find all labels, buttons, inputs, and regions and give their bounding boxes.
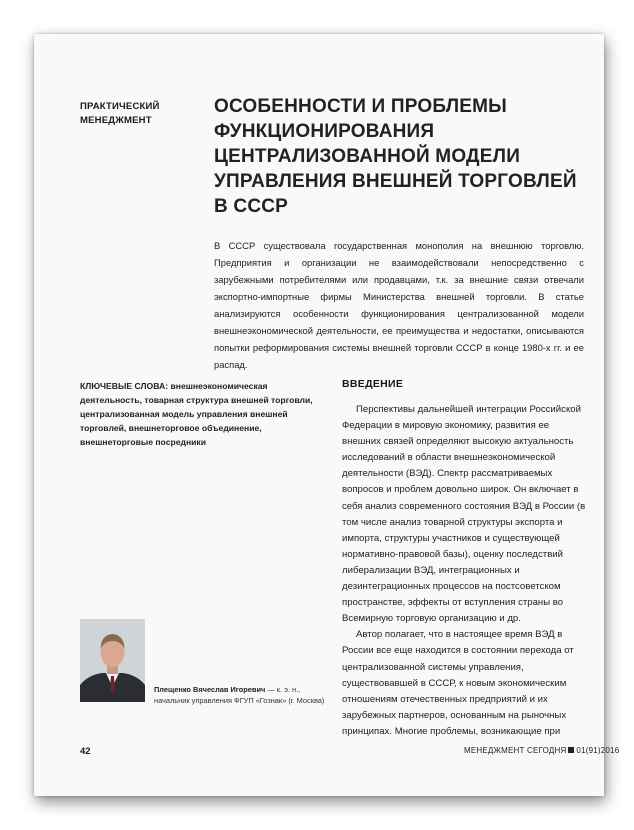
keywords-text: внешнеэкономическая деятельность, товарная структура внешней торговли, централизованная модель управления внешней торговлей, внешнеторговое объединение, внешнеторговые посредники <box>80 381 313 447</box>
intro-body <box>342 402 586 740</box>
author-portrait-image <box>80 619 145 702</box>
journal-issue: 01(91)2016 <box>576 746 620 755</box>
intro-paragraph-1: Перспективы дальнейшей интеграции Российской Федерации в мировую экономику, развития ее внешних связей определяют высокую актуальность исследований в области внешнеэкономической деятельности (ВЭД). Спектр рассматриваемых вопросов и проблем довольно широк. Он включает в себя анализ современного состояния ВЭД в России (в том числе анализ товарной структуры экспорта и импорта, структуры участников и существующей нормативно-правовой базы), оценку последствий либерализации ВЭД, интеграционных и дезинтеграционных процессов на постсоветском пространстве, эффекты от вступления страны во Всемирную торговую организацию и др. <box>342 404 586 625</box>
journal-name: МЕНЕДЖМЕНТ СЕГОДНЯ <box>464 746 567 755</box>
title-line1: ОСОБЕННОСТИ И ПРОБЛЕМЫ <box>214 96 507 117</box>
author-name: Плещенко Вячеслав Игоревич <box>154 685 266 694</box>
article-title <box>214 94 584 219</box>
title-line3: ЦЕНТРАЛИЗОВАННОЙ МОДЕЛИ <box>214 146 521 167</box>
title-line2: ФУНКЦИОНИРОВАНИЯ <box>214 121 435 142</box>
square-separator-icon <box>568 747 574 753</box>
author-details: — к. э. н., начальник управления ФГУП «Гознак» (г. Москва) <box>154 685 325 705</box>
intro-heading: ВВЕДЕНИЕ <box>342 378 404 390</box>
title-line4: УПРАВЛЕНИЯ ВНЕШНЕЙ ТОРГОВЛЕЙ В СССР <box>214 171 577 217</box>
author-info <box>154 684 329 706</box>
page-number: 42 <box>80 746 91 757</box>
section-label-line1: ПРАКТИЧЕСКИЙ <box>80 101 160 112</box>
journal-page <box>34 34 620 796</box>
section-label-line2: МЕНЕДЖМЕНТ <box>80 115 152 126</box>
keywords <box>80 379 330 449</box>
intro-paragraph-2: Автор полагает, что в настоящее время ВЭД в России все еще находится в состоянии перехода от централизованной системы управления, существовавшей в СССР, к новым экономическим отношениям отечественных предприятий и их зарубежных партнеров, основанным на рыночных принципах. Многие проблемы, возникающие при <box>342 629 574 737</box>
abstract: В СССР существовала государственная монополия на внешнюю торговлю. Предприятия и организации не взаимодействовали непосредственно с зарубежными потребителями или продавцами, т.к. за внешние связи отвечали экспортно-импортные фирмы Министерства внешней торговли. В статье анализируются особенности функционирования централизованной модели внешнеэкономической деятельности, ее преимущества и недостатки, описываются попытки реформирования системы внешней торговли СССР в конце 1980-х гг. и ее распад. <box>214 240 584 370</box>
keywords-label: КЛЮЧЕВЫЕ СЛОВА: <box>80 381 169 391</box>
journal-footer <box>464 746 620 755</box>
section-label <box>80 100 190 128</box>
author-photo <box>80 619 145 702</box>
